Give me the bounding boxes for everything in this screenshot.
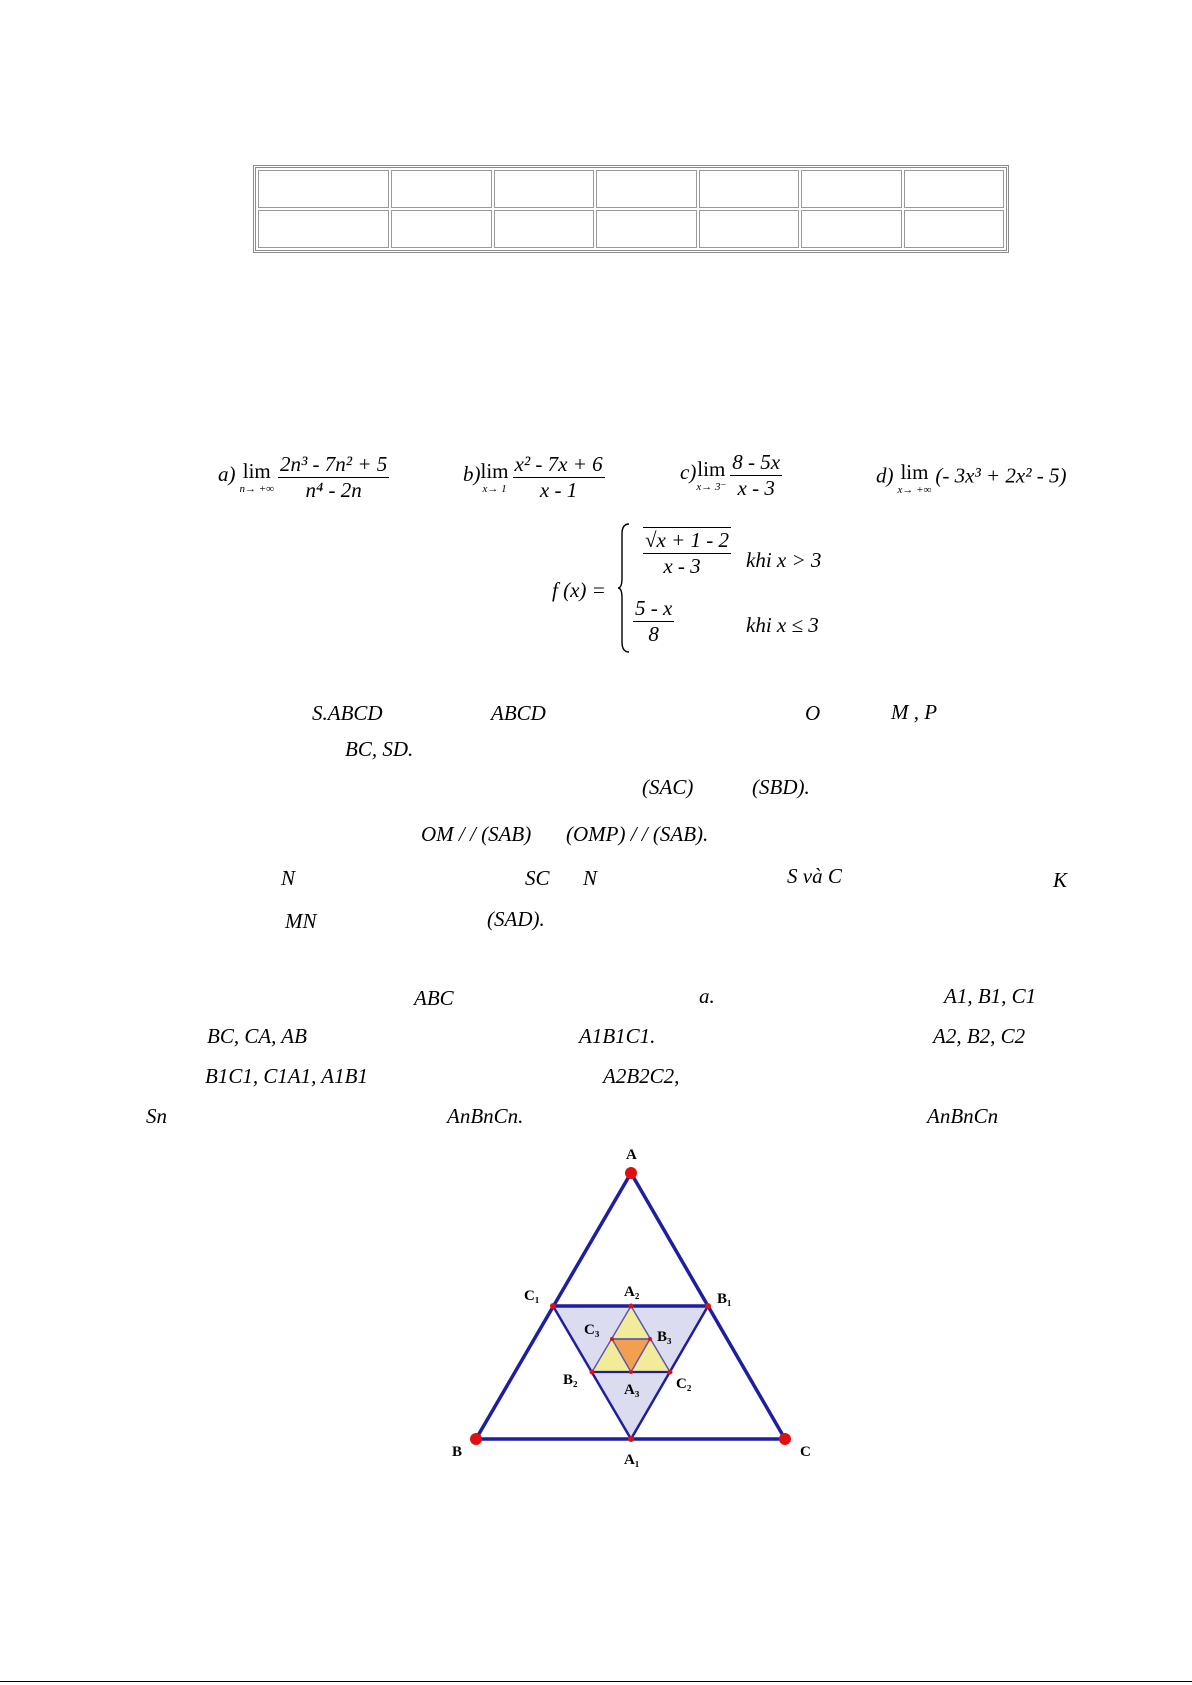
- limit-d-label: d): [876, 463, 894, 488]
- case1-fraction: [633, 527, 731, 579]
- limit-b-den: x - 1: [539, 478, 578, 502]
- seq-text: a.: [699, 984, 715, 1008]
- label-c: C: [800, 1444, 811, 1460]
- limit-c: [680, 450, 782, 501]
- table-cell: [258, 210, 389, 248]
- limit-b-fraction: [513, 452, 605, 503]
- limit-c-var: x→ 3⁻: [696, 480, 727, 493]
- table-cell: [258, 170, 389, 208]
- seq-text: ABC: [414, 986, 454, 1010]
- label-c1: C₁: [524, 1288, 540, 1304]
- piecewise-lhs: f (x) =: [552, 578, 606, 602]
- left-brace-icon: [617, 522, 631, 654]
- label-b3: B₃: [657, 1329, 672, 1345]
- geo-text: BC, SD.: [345, 737, 414, 761]
- seq-text: Sn: [146, 1104, 167, 1128]
- table-cell: [904, 210, 1005, 248]
- case2-den: 8: [648, 622, 659, 646]
- table-cell: [391, 170, 492, 208]
- limit-b-op: lim x→ 1: [480, 458, 509, 495]
- label-b2: B₂: [563, 1372, 578, 1388]
- label-b1: B₁: [717, 1291, 732, 1307]
- page-bottom-rule: [0, 1681, 1192, 1682]
- geo-text: OM / / (SAB): [421, 822, 532, 846]
- limit-c-op: lim x→ 3⁻: [696, 456, 727, 493]
- limit-c-label: c): [680, 460, 697, 485]
- answer-table: [253, 165, 1009, 253]
- seq-text: AnBnCn: [927, 1104, 999, 1128]
- table-cell: [699, 170, 800, 208]
- label-b: B: [452, 1444, 463, 1460]
- label-a1: A₁: [624, 1452, 640, 1468]
- seq-text: B1C1, C1A1, A1B1: [205, 1064, 368, 1088]
- seq-text: AnBnCn.: [447, 1104, 524, 1128]
- label-a2: A₂: [624, 1284, 640, 1300]
- geo-text: N: [281, 866, 296, 890]
- geo-text: S và C: [787, 864, 842, 888]
- limit-c-fraction: [730, 450, 782, 501]
- vertex-c: [779, 1433, 791, 1445]
- table-cell: [391, 210, 492, 248]
- limit-a-fraction: [278, 452, 389, 503]
- label-c2: C₂: [676, 1376, 692, 1392]
- limit-c-den: x - 3: [737, 476, 775, 500]
- geo-text: (OMP) / / (SAB).: [566, 822, 709, 846]
- table-row: [258, 210, 1004, 248]
- seq-text: BC, CA, AB: [207, 1024, 307, 1048]
- limit-d: [876, 462, 1067, 496]
- label-a3: A₃: [624, 1382, 640, 1398]
- limit-b: [463, 452, 605, 503]
- case1-den: x - 3: [663, 554, 701, 578]
- geo-text: K: [1053, 868, 1068, 892]
- limit-a-var: n→ +∞: [239, 482, 275, 495]
- seq-text: A2, B2, C2: [933, 1024, 1026, 1048]
- table-cell: [596, 210, 697, 248]
- table-row: [258, 170, 1004, 208]
- table-cell: [801, 170, 902, 208]
- geo-text: M , P: [891, 700, 938, 724]
- seq-text: A1B1C1.: [579, 1024, 656, 1048]
- case2-condition: khi x ≤ 3: [746, 613, 819, 637]
- geo-text: ABCD: [491, 701, 546, 725]
- piecewise-case-1: [633, 527, 731, 579]
- limit-b-label: b): [463, 462, 481, 487]
- label-a: A: [626, 1147, 637, 1163]
- piecewise-case-2: [633, 596, 674, 647]
- limit-a-num: 2n³ - 7n² + 5: [280, 452, 388, 476]
- limit-a-den: n⁴ - 2n: [305, 478, 362, 502]
- table-cell: [494, 210, 595, 248]
- geo-text: MN: [285, 909, 317, 933]
- case1-condition: khi x > 3: [746, 548, 822, 572]
- geo-text: SC: [525, 866, 550, 890]
- limit-d-op: lim x→ +∞: [897, 460, 932, 496]
- limit-b-num: x² - 7x + 6: [514, 452, 603, 476]
- table-cell: [596, 170, 697, 208]
- geo-text: N: [583, 866, 598, 890]
- vertex-a: [625, 1167, 637, 1179]
- limit-a-label: a): [218, 462, 236, 487]
- limit-c-num: 8 - 5x: [732, 450, 781, 474]
- table-cell: [801, 210, 902, 248]
- case1-num: √x + 1 - 2: [645, 528, 730, 552]
- label-c3: C₃: [584, 1322, 600, 1338]
- case2-num: 5 - x: [635, 596, 673, 620]
- table-cell: [904, 170, 1005, 208]
- geo-text: (SBD).: [752, 775, 810, 799]
- geo-text: O: [805, 701, 821, 725]
- limit-d-var: x→ +∞: [897, 484, 932, 496]
- table-cell: [699, 210, 800, 248]
- nested-triangles-figure: [440, 1140, 820, 1480]
- seq-text: A2B2C2,: [603, 1064, 680, 1088]
- seq-text: A1, B1, C1: [944, 984, 1037, 1008]
- geo-text: (SAC): [642, 775, 694, 799]
- table-cell: [494, 170, 595, 208]
- case2-fraction: [633, 596, 674, 647]
- geo-text: (SAD).: [487, 907, 545, 931]
- limit-a-op: lim n→ +∞: [239, 458, 275, 495]
- geo-text: S.ABCD: [312, 701, 383, 725]
- limit-b-var: x→ 1: [482, 482, 507, 495]
- vertex-b: [470, 1433, 482, 1445]
- limit-a: [218, 452, 389, 503]
- limit-d-expr: (- 3x³ + 2x² - 5): [935, 463, 1067, 488]
